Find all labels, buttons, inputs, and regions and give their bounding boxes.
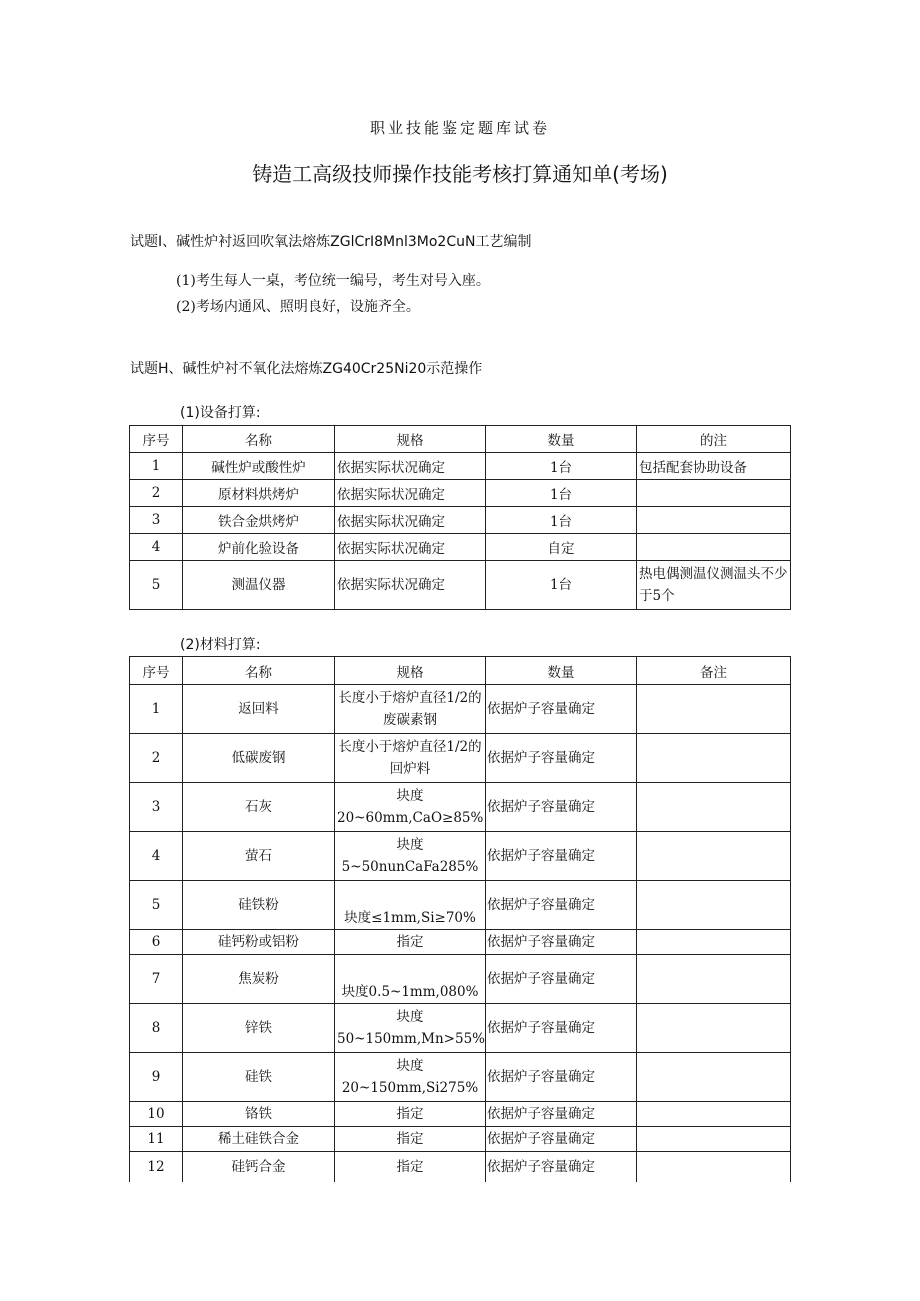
cell-name: 低碳废钢 <box>183 734 335 783</box>
table-row <box>130 507 791 534</box>
cell-no: 7 <box>130 955 183 1004</box>
cell-spec: 依据实际状况确定 <box>335 453 486 480</box>
cell-spec <box>335 783 486 832</box>
section1-note-2: (2)考场内通风、照明良好，设施齐全。 <box>176 299 420 315</box>
cell-qty: 依据炉子容量确定 <box>486 1152 637 1183</box>
cell-note <box>637 734 791 783</box>
document-header: 职业技能鉴定题库试卷 <box>369 119 550 137</box>
cell-name: 碱性炉或酸性炉 <box>183 453 335 480</box>
header-spec: 规格 <box>335 657 486 685</box>
header-qty: 数量 <box>486 657 637 685</box>
spec-line-1: 块度 <box>396 1009 424 1025</box>
cell-note <box>637 507 791 534</box>
cell-qty: 依据炉子容量确定 <box>486 930 637 955</box>
spec-line-1: 块度 <box>396 788 424 804</box>
cell-no: 5 <box>130 881 183 930</box>
table-row <box>130 480 791 507</box>
cell-note: 包括配套协助设备 <box>637 453 791 480</box>
cell-qty: 1台 <box>486 480 637 507</box>
equipment-heading: (1)设备打算: <box>180 405 261 421</box>
table-row <box>130 1152 791 1183</box>
cell-no: 3 <box>130 783 183 832</box>
header-name: 名称 <box>183 657 335 685</box>
table-row <box>130 734 791 783</box>
header-no: 序号 <box>130 657 183 685</box>
cell-name: 稀土硅铁合金 <box>183 1127 335 1152</box>
spec-line-2: 20~150mm,Si275% <box>341 1080 479 1096</box>
cell-spec <box>335 1053 486 1102</box>
cell-qty: 1台 <box>486 453 637 480</box>
cell-note <box>637 1102 791 1127</box>
table-row <box>130 881 791 930</box>
cell-spec <box>335 1004 486 1053</box>
spec-line-1: 块度 <box>396 837 424 853</box>
cell-spec: 依据实际状况确定 <box>335 534 486 561</box>
cell-name: 硅钙合金 <box>183 1152 335 1183</box>
cell-spec: 指定 <box>335 1152 486 1183</box>
header-qty: 数量 <box>486 426 637 453</box>
cell-note: 热电偶测温仪测温头不少于5个 <box>637 561 791 610</box>
header-no: 序号 <box>130 426 183 453</box>
cell-no: 4 <box>130 534 183 561</box>
cell-no: 4 <box>130 832 183 881</box>
cell-no: 1 <box>130 453 183 480</box>
cell-spec: 指定 <box>335 1102 486 1127</box>
cell-qty: 依据炉子容量确定 <box>486 734 637 783</box>
cell-spec: 长度小于熔炉直径1/2的回炉料 <box>335 734 486 783</box>
spec-line-2: 5~50nunCaFa285% <box>341 859 479 875</box>
cell-qty: 1台 <box>486 507 637 534</box>
cell-qty: 依据炉子容量确定 <box>486 1127 637 1152</box>
materials-table <box>129 656 791 1182</box>
header-note: 的注 <box>637 426 791 453</box>
cell-note <box>637 930 791 955</box>
table-row <box>130 783 791 832</box>
cell-note <box>637 685 791 734</box>
table-row <box>130 1127 791 1152</box>
cell-name: 石灰 <box>183 783 335 832</box>
cell-note <box>637 1127 791 1152</box>
cell-no: 1 <box>130 685 183 734</box>
cell-spec: 依据实际状况确定 <box>335 561 486 610</box>
cell-no: 12 <box>130 1152 183 1183</box>
cell-qty: 1台 <box>486 561 637 610</box>
cell-spec: 依据实际状况确定 <box>335 480 486 507</box>
cell-note <box>637 534 791 561</box>
cell-name: 铁合金烘烤炉 <box>183 507 335 534</box>
cell-no: 3 <box>130 507 183 534</box>
cell-name: 返回料 <box>183 685 335 734</box>
cell-spec <box>335 832 486 881</box>
cell-spec: 长度小于熔炉直径1/2的废碳素钢 <box>335 685 486 734</box>
cell-spec: 指定 <box>335 930 486 955</box>
cell-qty: 依据炉子容量确定 <box>486 1004 637 1053</box>
cell-note <box>637 881 791 930</box>
header-name: 名称 <box>183 426 335 453</box>
cell-name: 铬铁 <box>183 1102 335 1127</box>
table-row <box>130 685 791 734</box>
table-header-row <box>130 426 791 453</box>
cell-no: 2 <box>130 480 183 507</box>
table-row <box>130 561 791 610</box>
table-row <box>130 930 791 955</box>
cell-name: 炉前化验设备 <box>183 534 335 561</box>
cell-name: 萤石 <box>183 832 335 881</box>
cell-name: 锌铁 <box>183 1004 335 1053</box>
cell-no: 11 <box>130 1127 183 1152</box>
cell-qty: 依据炉子容量确定 <box>486 881 637 930</box>
spec-line-2: 20~60mm,CaO≥85% <box>337 810 484 826</box>
cell-note <box>637 480 791 507</box>
cell-name: 硅铁粉 <box>183 881 335 930</box>
header-note: 备注 <box>637 657 791 685</box>
cell-name: 测温仪器 <box>183 561 335 610</box>
section2-heading: 试题H、碱性炉衬不氧化法熔炼ZG40Cr25Ni20示范操作 <box>130 361 483 377</box>
table-row <box>130 832 791 881</box>
table-row <box>130 1102 791 1127</box>
table-row <box>130 955 791 1004</box>
table-row <box>130 453 791 480</box>
materials-heading: (2)材料打算: <box>180 637 261 653</box>
cell-qty: 依据炉子容量确定 <box>486 832 637 881</box>
cell-qty: 依据炉子容量确定 <box>486 955 637 1004</box>
cell-name: 原材料烘烤炉 <box>183 480 335 507</box>
cell-note <box>637 783 791 832</box>
table-row <box>130 534 791 561</box>
cell-qty: 依据炉子容量确定 <box>486 783 637 832</box>
cell-qty: 依据炉子容量确定 <box>486 1053 637 1102</box>
cell-qty: 依据炉子容量确定 <box>486 1102 637 1127</box>
cell-no: 2 <box>130 734 183 783</box>
cell-note <box>637 955 791 1004</box>
cell-name: 硅铁 <box>183 1053 335 1102</box>
cell-no: 9 <box>130 1053 183 1102</box>
equipment-table <box>129 425 791 610</box>
table-header-row <box>130 657 791 685</box>
cell-note <box>637 832 791 881</box>
cell-spec: 块度0.5~1mm,080% <box>335 955 486 1004</box>
cell-spec: 指定 <box>335 1127 486 1152</box>
section1-note-1: (1)考生每人一桌，考位统一编号，考生对号入座。 <box>176 273 490 289</box>
cell-no: 6 <box>130 930 183 955</box>
cell-qty: 自定 <box>486 534 637 561</box>
cell-no: 5 <box>130 561 183 610</box>
cell-name: 硅钙粉或铝粉 <box>183 930 335 955</box>
table-row <box>130 1004 791 1053</box>
section1-heading: 试题I、碱性炉衬返回吹氧法熔炼ZGlCrI8Mnl3Mo2CuN工艺编制 <box>130 234 532 250</box>
cell-qty: 依据炉子容量确定 <box>486 685 637 734</box>
header-spec: 规格 <box>335 426 486 453</box>
table-row <box>130 1053 791 1102</box>
cell-note <box>637 1053 791 1102</box>
cell-no: 10 <box>130 1102 183 1127</box>
cell-spec: 依据实际状况确定 <box>335 507 486 534</box>
document-title: 铸造工高级技师操作技能考核打算通知单(考场) <box>252 162 668 186</box>
spec-line-1: 块度 <box>396 1058 424 1074</box>
cell-note <box>637 1004 791 1053</box>
cell-spec: 块度≤1mm,Si≥70% <box>335 881 486 930</box>
cell-note <box>637 1152 791 1183</box>
spec-line-2: 50~150mm,Mn>55% <box>337 1031 485 1047</box>
cell-name: 焦炭粉 <box>183 955 335 1004</box>
cell-no: 8 <box>130 1004 183 1053</box>
